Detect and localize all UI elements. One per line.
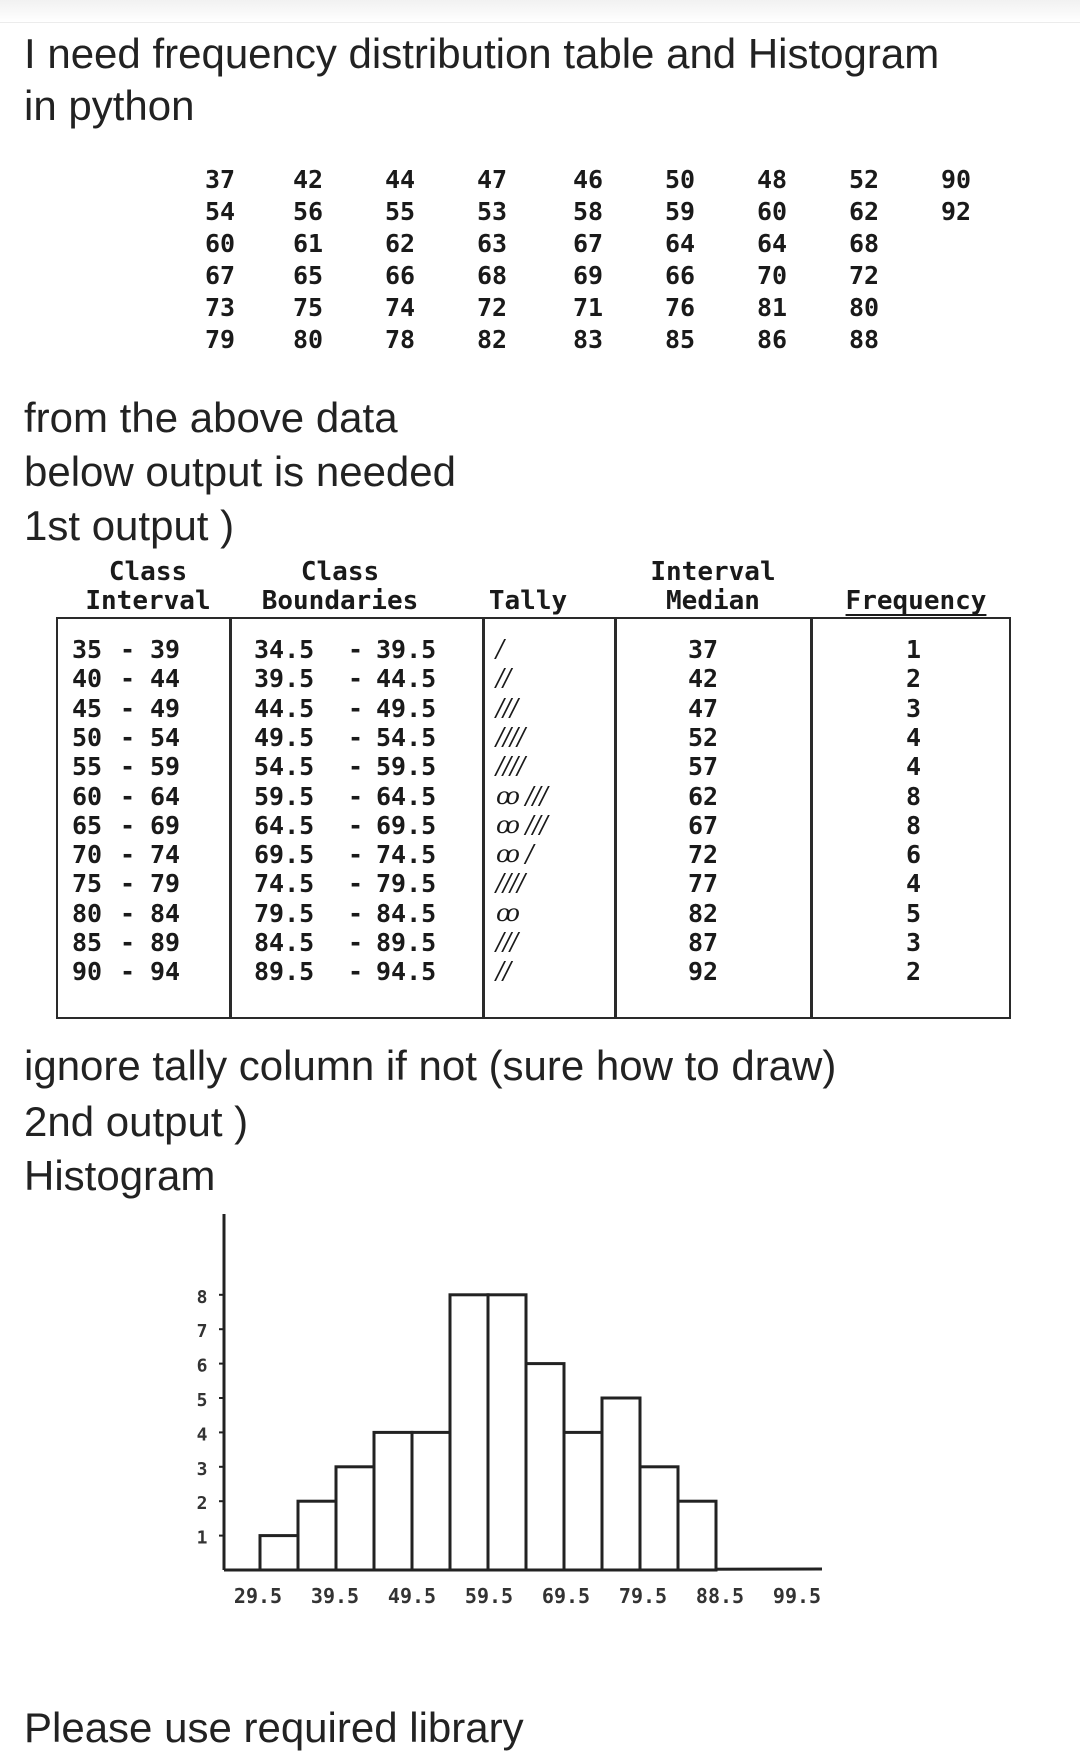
boundary-high: 44.5 [376, 664, 437, 694]
header-class-boundaries-line2: Boundaries [261, 586, 419, 616]
data-value: 70 [756, 261, 788, 290]
dash: - [348, 781, 364, 811]
histogram-heading: Histogram [24, 1152, 216, 1199]
table-row [58, 782, 1013, 811]
y-tick-label: 2 [196, 1493, 208, 1515]
interval-median: 57 [688, 752, 719, 782]
data-value: 69 [572, 261, 604, 290]
header-class-interval [76, 558, 220, 616]
data-value: 82 [476, 325, 508, 354]
dash: - [348, 635, 364, 664]
histogram-bar [488, 1295, 526, 1570]
histogram-bar [412, 1432, 450, 1570]
interval-median: 77 [688, 869, 719, 899]
boundary-high: 54.5 [376, 722, 437, 752]
frequency-value: 5 [906, 898, 922, 928]
tally-marks: / [496, 635, 504, 663]
boundary-low: 59.5 [254, 781, 315, 811]
table-row [58, 840, 1013, 869]
class-interval-high: 74 [150, 840, 181, 870]
text-first-output: 1st output ) [24, 502, 235, 549]
class-interval-low: 60 [72, 781, 103, 811]
class-interval-low: 90 [72, 957, 103, 987]
boundary-high: 74.5 [376, 840, 437, 870]
frequency-value: 6 [906, 840, 922, 870]
boundary-low: 39.5 [254, 664, 315, 694]
boundary-high: 84.5 [376, 898, 437, 928]
table-row [58, 811, 1013, 840]
class-interval-low: 40 [72, 664, 103, 694]
tally-marks: ꝏ /// [496, 810, 547, 839]
table-row [58, 723, 1013, 752]
class-interval-low: 70 [72, 840, 103, 870]
class-interval-high: 89 [150, 928, 181, 957]
histogram-bar [564, 1432, 602, 1570]
y-tick-label: 8 [196, 1286, 208, 1308]
boundary-high: 49.5 [376, 693, 437, 723]
histogram-bar [640, 1467, 678, 1570]
tally-marks: ꝏ [496, 898, 519, 927]
class-interval-high: 59 [150, 752, 181, 782]
data-value: 79 [204, 325, 236, 354]
interval-median: 92 [688, 957, 719, 987]
data-value: 85 [664, 325, 696, 354]
data-value: 63 [476, 229, 508, 258]
data-value: 65 [292, 261, 324, 290]
text-second-output: 2nd output ) [24, 1098, 249, 1145]
data-value: 76 [664, 293, 696, 322]
data-value: 64 [756, 229, 788, 258]
x-tick-label: 69.5 [541, 1584, 591, 1608]
dash: - [348, 840, 364, 870]
interval-median: 87 [688, 928, 719, 957]
data-value: 88 [848, 325, 880, 354]
histogram-bar [260, 1536, 298, 1570]
table-row [58, 694, 1013, 723]
boundary-high: 39.5 [376, 635, 437, 664]
data-value: 50 [664, 165, 696, 194]
frequency-value: 4 [906, 869, 922, 899]
boundary-high: 94.5 [376, 957, 437, 987]
x-tick-label: 39.5 [310, 1584, 360, 1608]
y-tick-label: 7 [196, 1321, 208, 1343]
dash: - [348, 928, 364, 957]
frequency-value: 4 [906, 722, 922, 752]
header-class-boundaries-line1: Class [300, 557, 380, 587]
dash: - [120, 781, 136, 811]
dash: - [120, 722, 136, 752]
top-divider [0, 0, 1080, 23]
data-value: 60 [756, 197, 788, 226]
dash: - [348, 957, 364, 987]
dash: - [120, 664, 136, 694]
tally-marks: ꝏ /// [496, 781, 547, 810]
data-value: 44 [384, 165, 416, 194]
header-frequency: Frequency [845, 586, 987, 616]
table-row [58, 957, 1013, 986]
class-interval-low: 80 [72, 898, 103, 928]
interval-median: 82 [688, 898, 719, 928]
histogram-bar [450, 1295, 488, 1570]
data-value: 61 [292, 229, 324, 258]
frequency-value: 3 [906, 928, 922, 957]
class-interval-high: 44 [150, 664, 181, 694]
boundary-low: 44.5 [254, 693, 315, 723]
tally-marks: //// [496, 869, 525, 898]
class-interval-low: 55 [72, 752, 103, 782]
frequency-value: 3 [906, 693, 922, 723]
data-value: 62 [384, 229, 416, 258]
table-row [58, 635, 1013, 664]
question-line-2: in python [24, 82, 195, 129]
x-tick-label: 99.5 [772, 1584, 822, 1608]
frequency-value: 8 [906, 781, 922, 811]
table-row [58, 928, 1013, 957]
header-class-interval-line2: Interval [85, 586, 211, 616]
boundary-high: 59.5 [376, 752, 437, 782]
data-value: 66 [664, 261, 696, 290]
boundary-high: 69.5 [376, 810, 437, 840]
dash: - [120, 840, 136, 870]
header-interval-median [638, 558, 788, 616]
frequency-table [56, 617, 1011, 1019]
x-tick-label: 79.5 [618, 1584, 668, 1608]
class-interval-high: 39 [150, 635, 181, 664]
tally-marks: //// [496, 752, 525, 781]
histogram-bar [374, 1432, 412, 1570]
histogram-bar [526, 1364, 564, 1570]
x-tick-label: 59.5 [464, 1584, 514, 1608]
data-value: 59 [664, 197, 696, 226]
class-interval-low: 35 [72, 635, 103, 664]
boundary-low: 89.5 [254, 957, 315, 987]
text-output-needed: below output is needed [24, 448, 456, 495]
class-interval-low: 45 [72, 693, 103, 723]
data-value: 66 [384, 261, 416, 290]
dash: - [120, 693, 136, 723]
y-tick-label: 6 [196, 1355, 208, 1377]
data-value: 78 [384, 325, 416, 354]
interval-median: 72 [688, 840, 719, 870]
frequency-value: 8 [906, 810, 922, 840]
data-value: 80 [292, 325, 324, 354]
dash: - [348, 722, 364, 752]
text-above-data: from the above data [24, 394, 398, 441]
class-interval-high: 84 [150, 898, 181, 928]
dash: - [348, 869, 364, 899]
tally-marks: // [496, 664, 511, 693]
boundary-low: 49.5 [254, 722, 315, 752]
dash: - [348, 810, 364, 840]
class-interval-low: 85 [72, 928, 103, 957]
data-value: 90 [940, 165, 972, 194]
data-value: 75 [292, 293, 324, 322]
data-value: 67 [572, 229, 604, 258]
interval-median: 52 [688, 722, 719, 752]
boundary-low: 74.5 [254, 869, 315, 899]
interval-median: 62 [688, 781, 719, 811]
boundary-low: 54.5 [254, 752, 315, 782]
class-interval-high: 79 [150, 869, 181, 899]
data-value: 47 [476, 165, 508, 194]
histogram-bar [602, 1398, 640, 1570]
data-value: 72 [848, 261, 880, 290]
frequency-value: 4 [906, 752, 922, 782]
class-interval-low: 65 [72, 810, 103, 840]
dash: - [348, 898, 364, 928]
data-value: 68 [848, 229, 880, 258]
boundary-high: 79.5 [376, 869, 437, 899]
histogram-chart [0, 1200, 1080, 1620]
data-value: 62 [848, 197, 880, 226]
header-tally: Tally [488, 586, 568, 616]
class-interval-high: 94 [150, 957, 181, 987]
data-value: 53 [476, 197, 508, 226]
y-tick-label: 1 [196, 1527, 208, 1549]
question-line-1: I need frequency distribution table and Histogram [24, 30, 940, 77]
dash: - [348, 752, 364, 782]
class-interval-high: 49 [150, 693, 181, 723]
class-interval-high: 54 [150, 722, 181, 752]
class-interval-high: 64 [150, 781, 181, 811]
header-class-boundaries [250, 558, 430, 616]
x-tick-label: 49.5 [387, 1584, 437, 1608]
boundary-high: 64.5 [376, 781, 437, 811]
y-tick-label: 4 [196, 1424, 208, 1446]
data-value: 68 [476, 261, 508, 290]
y-tick-label: 3 [196, 1458, 208, 1480]
data-value: 55 [384, 197, 416, 226]
x-tick-label: 88.5 [695, 1584, 745, 1608]
data-value: 54 [204, 197, 236, 226]
boundary-low: 69.5 [254, 840, 315, 870]
data-value: 86 [756, 325, 788, 354]
data-value: 58 [572, 197, 604, 226]
footer-note: Please use required library [24, 1704, 524, 1751]
dash: - [120, 957, 136, 987]
data-value: 67 [204, 261, 236, 290]
class-interval-low: 50 [72, 722, 103, 752]
dash: - [348, 693, 364, 723]
boundary-high: 89.5 [376, 928, 437, 957]
interval-median: 37 [688, 635, 719, 664]
y-tick-label: 5 [196, 1390, 208, 1411]
boundary-low: 64.5 [254, 810, 315, 840]
interval-median: 42 [688, 664, 719, 694]
data-value: 37 [204, 165, 236, 194]
header-interval-median-line2: Median [666, 586, 760, 616]
data-value: 64 [664, 229, 696, 258]
tally-marks: /// [496, 693, 518, 722]
data-value: 73 [204, 293, 236, 322]
dash: - [120, 898, 136, 928]
tally-marks: ꝏ / [496, 840, 533, 869]
dash: - [120, 928, 136, 957]
dash: - [120, 752, 136, 782]
data-value: 42 [292, 165, 324, 194]
data-value: 74 [384, 293, 416, 322]
data-value: 52 [848, 165, 880, 194]
class-interval-high: 69 [150, 810, 181, 840]
interval-median: 67 [688, 810, 719, 840]
data-value: 72 [476, 293, 508, 322]
data-value: 83 [572, 325, 604, 354]
data-value: 56 [292, 197, 324, 226]
dash: - [348, 664, 364, 694]
table-row [58, 869, 1013, 898]
boundary-low: 79.5 [254, 898, 315, 928]
dash: - [120, 869, 136, 899]
boundary-low: 84.5 [254, 928, 315, 957]
tally-marks: //// [496, 722, 525, 751]
x-tick-label: 29.5 [233, 1584, 283, 1608]
tally-note: ignore tally column if not (sure how to draw) [24, 1042, 837, 1089]
frequency-value: 2 [906, 664, 922, 694]
boundary-low: 34.5 [254, 635, 315, 664]
data-value: 80 [848, 293, 880, 322]
tally-marks: // [496, 957, 511, 986]
interval-median: 47 [688, 693, 719, 723]
table-row [58, 664, 1013, 693]
data-value: 92 [940, 197, 972, 226]
frequency-value: 2 [906, 957, 922, 987]
histogram-bar [678, 1501, 716, 1570]
table-row [58, 752, 1013, 781]
frequency-value: 1 [906, 635, 922, 664]
histogram-bar [336, 1467, 374, 1570]
table-row [58, 899, 1013, 928]
data-value: 71 [572, 293, 604, 322]
tally-marks: /// [496, 928, 518, 956]
data-value: 60 [204, 229, 236, 258]
data-value: 48 [756, 165, 788, 194]
histogram-bar [298, 1501, 336, 1570]
class-interval-low: 75 [72, 869, 103, 899]
data-value: 46 [572, 165, 604, 194]
header-class-interval-line1: Class [108, 557, 188, 587]
dash: - [120, 635, 136, 664]
header-interval-median-line1: Interval [650, 557, 776, 587]
dash: - [120, 810, 136, 840]
data-value: 81 [756, 293, 788, 322]
